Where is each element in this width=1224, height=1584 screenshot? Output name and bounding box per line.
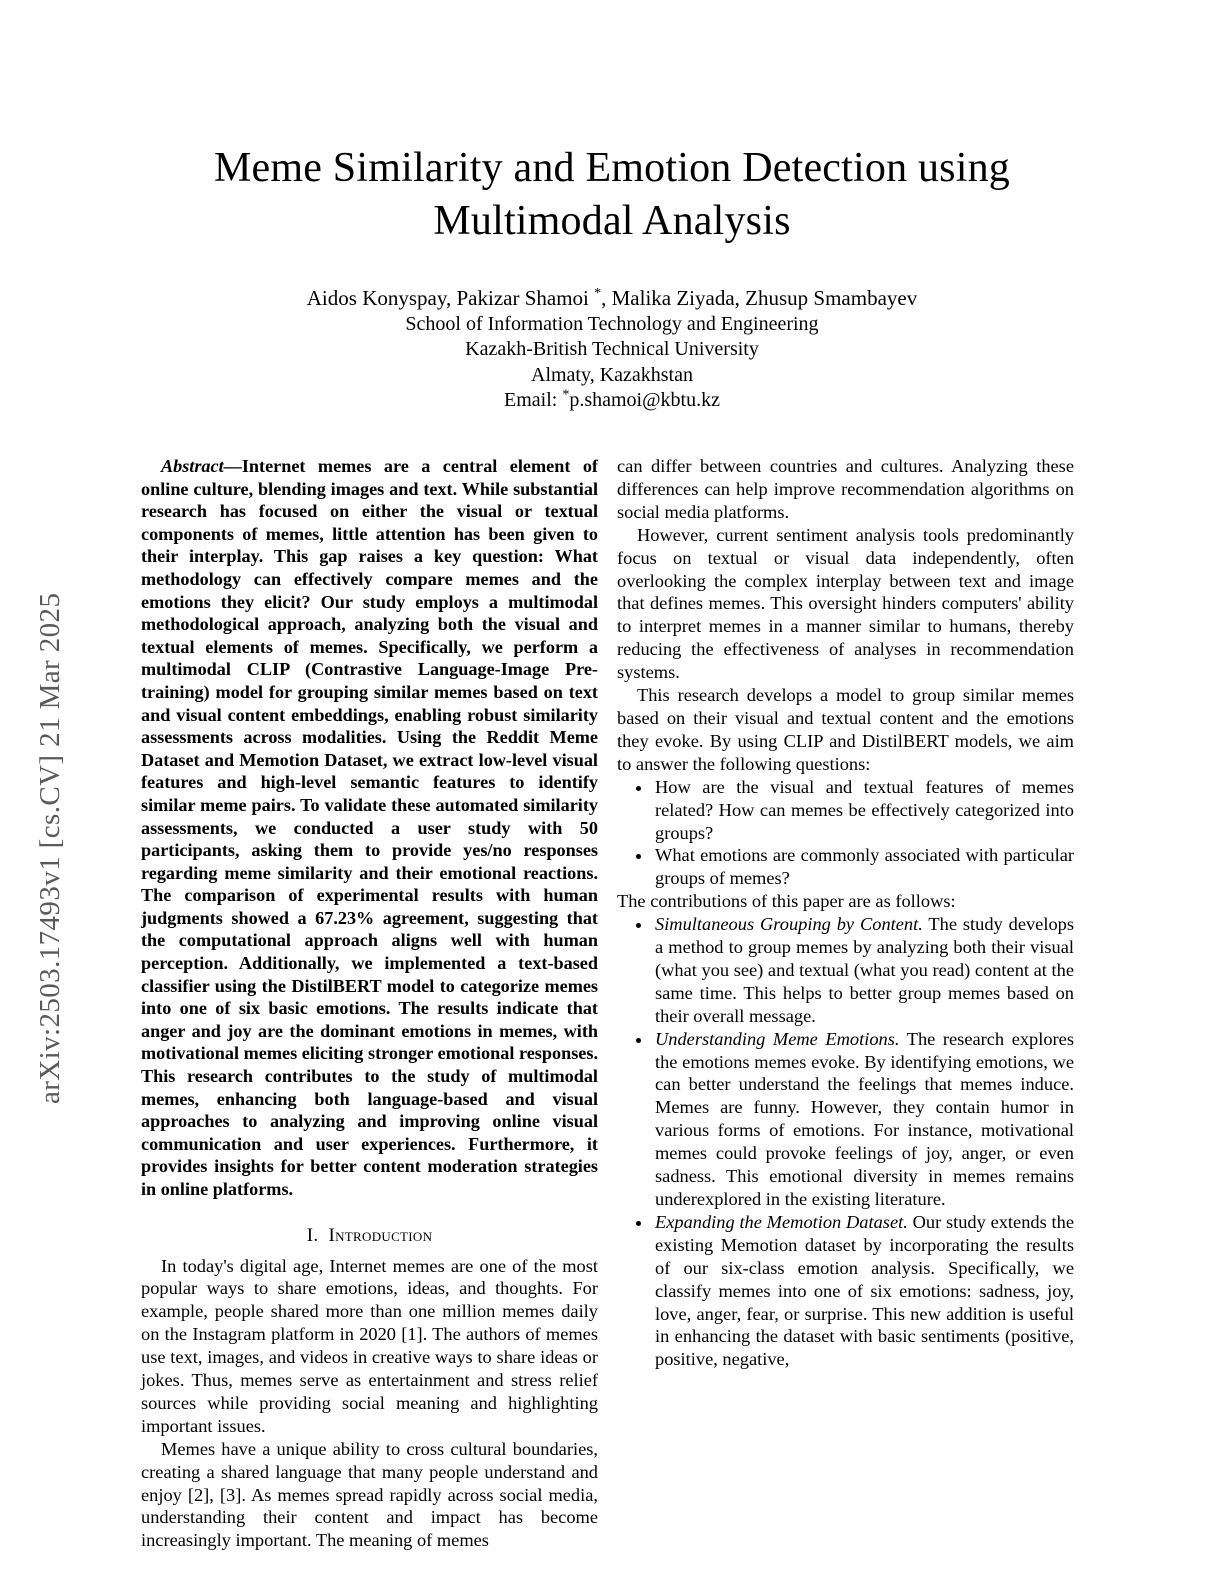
list-item: What emotions are commonly associated with particular groups of memes?	[617, 844, 1074, 890]
author-names	[140, 286, 1084, 312]
section-heading-introduction	[141, 1225, 598, 1248]
contribution-title: Simultaneous Grouping by Content.	[655, 914, 923, 935]
abstract-text: Internet memes are a central element of online culture, blending images and text. While substantial research has focused on either the visual or textual components of memes, little attention has been given to their interplay. This gap raises a key question: What methodology can effectively compare memes and the emotions they elicit? Our study employs a multimodal methodological approach, analyzing both the visual and textual elements of memes. Specifically, we perform a multimodal CLIP (Contrastive Language-Image Pre-training) model for grouping similar memes based on text and visual content embeddings, enabling robust similarity assessments across modalities. Using the Reddit Meme Dataset and Memotion Dataset, we extract low-level visual features and high-level semantic features to identify similar meme pairs. To validate these automated similarity assessments, we conducted a user study with 50 participants, asking them to provide yes/no responses regarding meme similarity and their emotional reactions. The comparison of experimental results with human judgments showed a 67.23% agreement, suggesting that the computational approach aligns well with human perception. Additionally, we implemented a text-based classifier using the DistilBERT model to categorize memes into one of six basic emotions. The results indicate that anger and joy are the dominant emotions in memes, with motivational memes eliciting stronger emotional responses. This research contributes to the study of multimodal memes, enhancing both language-based and visual approaches to analyzing and improving online visual communication and user experiences. Furthermore, it provides insights for better content moderation strategies in online platforms.	[141, 456, 598, 1199]
author-department: School of Information Technology and Engineering	[405, 312, 819, 335]
intro-continuation-paragraph: can differ between countries and cultures. Analyzing these differences can help improve recommendation algorithms on social media platforms.	[617, 456, 1074, 522]
arxiv-stamp: arXiv:2503.17493v1 [cs.CV] 21 Mar 2025	[34, 592, 66, 1104]
abstract-label: Abstract	[161, 456, 224, 476]
contribution-body: The research explores the emotions memes evoke. By identifying emotions, we can better understand the feelings that memes induce. Memes are funny. However, they contain humor in various forms of emotions. For instance, motivational memes could provoke feelings of joy, anger, or even sadness. This emotional diversity in memes remains underexplored in the existing literature.	[655, 1028, 1074, 1209]
email-star-marker: *	[562, 387, 570, 403]
abstract-dash: —	[223, 456, 242, 476]
author-city: Almaty, Kazakhstan	[531, 363, 693, 386]
author-university: Kazakh-British Technical University	[465, 338, 759, 360]
research-questions-list	[617, 776, 1074, 891]
author-names-after-star: , Malika Ziyada, Zhusup Smambayev	[601, 286, 918, 310]
left-column	[141, 455, 598, 1552]
authors-block	[140, 286, 1084, 414]
paper-title-line-1: Meme Similarity and Emotion Detection using	[214, 145, 1010, 191]
list-item	[617, 1211, 1074, 1371]
intro-paragraph-however: However, current sentiment analysis tools predominantly focus on textual or visual data independently, often overlooking the complex interplay between text and image that defines memes. This oversight hinders computers' ability to interpret memes in a manner similar to humans, thereby reducing the effectiveness of analyses in recommendation systems.	[617, 524, 1074, 683]
list-item	[617, 913, 1074, 1028]
abstract-paragraph	[141, 455, 598, 1201]
contribution-title: Expanding the Memotion Dataset.	[655, 1211, 908, 1232]
author-email-line	[140, 388, 1084, 414]
email-label: Email:	[504, 389, 563, 411]
contribution-body: The study develops a method to group memes by analyzing both their visual (what you see) and textual (what you read) content at the same time. This helps to better group memes based on their overall message.	[655, 914, 1074, 1026]
author-names-before-star: Aidos Konyspay, Pakizar Shamoi	[306, 286, 595, 310]
email-address: p.shamoi@kbtu.kz	[569, 389, 720, 411]
contributions-list	[617, 913, 1074, 1371]
section-numeral: I.	[306, 1224, 319, 1246]
right-column	[617, 455, 1074, 1371]
section-title: Introduction	[328, 1224, 433, 1246]
page-title	[140, 142, 1084, 248]
paper-title-line-2: Multimodal Analysis	[433, 198, 791, 244]
intro-paragraph-research: This research develops a model to group similar memes based on their visual and textual content and the emotions they evoke. By using CLIP and DistilBERT models, we aim to answer the following questions:	[617, 685, 1074, 774]
contribution-body: Our study extends the existing Memotion dataset by incorporating the results of our six-class emotion analysis. Specifically, we classify memes into one of six emotions: sadness, joy, love, anger, fear, or surprise. This new addition is useful in enhancing the dataset with basic sentiments (positive, positive, negative,	[655, 1211, 1074, 1370]
title-block	[140, 142, 1084, 248]
contribution-title: Understanding Meme Emotions.	[655, 1028, 900, 1049]
corresponding-author-marker: *	[594, 286, 602, 301]
intro-paragraph-2: Memes have a unique ability to cross cultural boundaries, creating a shared language that many people understand and enjoy [2], [3]. As memes spread rapidly across social media, understanding their content and impact has become increasingly important. The meaning of memes	[141, 1438, 598, 1551]
list-item: How are the visual and textual features of memes related? How can memes be effectively categorized into groups?	[617, 776, 1074, 845]
list-item	[617, 1028, 1074, 1211]
intro-paragraph-1: In today's digital age, Internet memes are one of the most popular ways to share emotions, ideas, and thoughts. For example, people shared more than one million memes daily on the Instagram platform in 2020 [1]. The authors of memes use text, images, and videos in creative ways to share ideas or jokes. Thus, memes serve as entertainment and stress relief sources while providing social meaning and highlighting important issues.	[141, 1255, 598, 1436]
contributions-lead-in: The contributions of this paper are as follows:	[617, 891, 956, 912]
